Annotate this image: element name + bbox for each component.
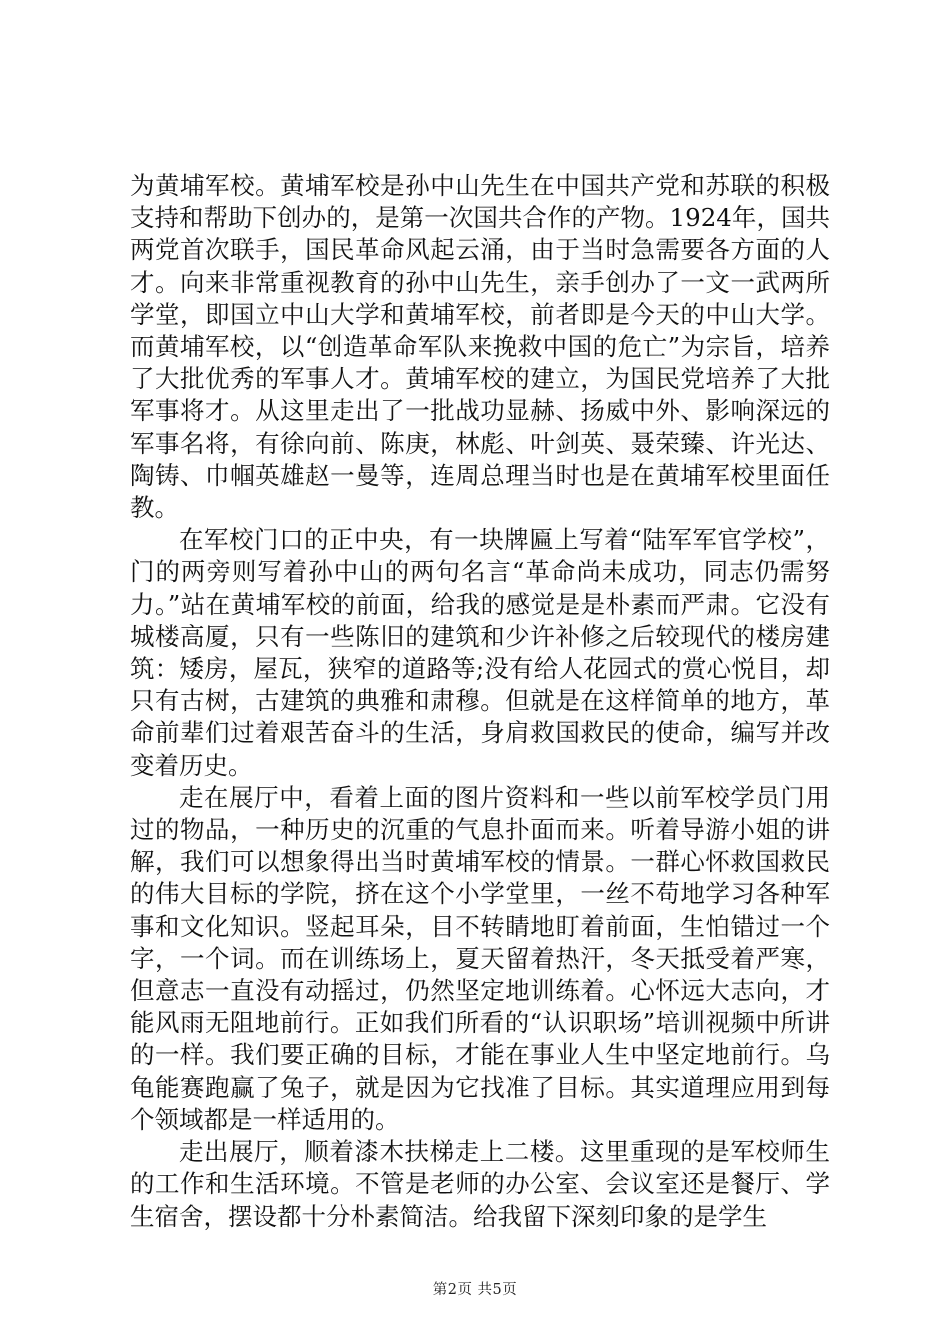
paragraph-1: 为黄埔军校。黄埔军校是孙中山先生在中国共产党和苏联的积极支持和帮助下创办的，是第一次国共合作的产物。1924年，国共两党首次联手，国民革命风起云涌，由于当时急需要各方面的人才。向来非常重视教育的孙中山先生，亲手创办了一文一武两所学堂，即国立中山大学和黄埔军校，前者即是今天的中山大学。而黄埔军校，以“创造革命军队来挽救中国的危亡”为宗旨，培养了大批优秀的军事人才。黄埔军校的建立，为国民党培养了大批军事将才。从这里走出了一批战功显赫、扬威中外、影响深远的军事名将，有徐向前、陈庚，林彪、叶剑英、聂荣臻、许光达、陶铸、巾帼英雄赵一曼等，连周总理当时也是在黄埔军校里面任教。 (130, 171, 830, 523)
paragraph-4: 走出展厅，顺着漆木扶梯走上二楼。这里重现的是军校师生的工作和生活环境。不管是老师的办公室、会议室还是餐厅、学生宿舍，摆设都十分朴素简洁。给我留下深刻印象的是学生 (130, 1137, 830, 1231)
document-body (130, 170, 830, 1233)
paragraph-2: 在军校门口的正中央，有一块牌匾上写着“陆军军官学校”，门的两旁则写着孙中山的两句名言“革命尚未成功，同志仍需努力。”站在黄埔军校的前面，给我的感觉是是朴素而严肃。它没有城楼高厦，只有一些陈旧的建筑和少许补修之后较现代的楼房建筑：矮房，屋瓦，狭窄的道路等;没有给人花园式的赏心悦目，却只有古树，古建筑的典雅和肃穆。但就是在这样简单的地方，革命前辈们过着艰苦奋斗的生活，身肩救国救民的使命，编写并改变着历史。 (130, 525, 830, 780)
page-number-footer: 第2页 共5页 (432, 1282, 518, 1298)
paragraph-3: 走在展厅中，看着上面的图片资料和一些以前军校学员门用过的物品，一种历史的沉重的气息扑面而来。听着导游小姐的讲解，我们可以想象得出当时黄埔军校的情景。一群心怀救国救民的伟大目标的学院，挤在这个小学堂里，一丝不苟地学习各种军事和文化知识。竖起耳朵，目不转睛地盯着前面，生怕错过一个字，一个词。而在训练场上，夏天留着热汗，冬天抵受着严寒，但意志一直没有动摇过，仍然坚定地训练着。心怀远大志向，才能风雨无阻地前行。正如我们所看的“认识职场”培训视频中所讲的一样。我们要正确的目标，才能在事业人生中坚定地前行。乌龟能赛跑赢了兔子，就是因为它找准了目标。其实道理应用到每个领域都是一样适用的。 (130, 782, 830, 1134)
